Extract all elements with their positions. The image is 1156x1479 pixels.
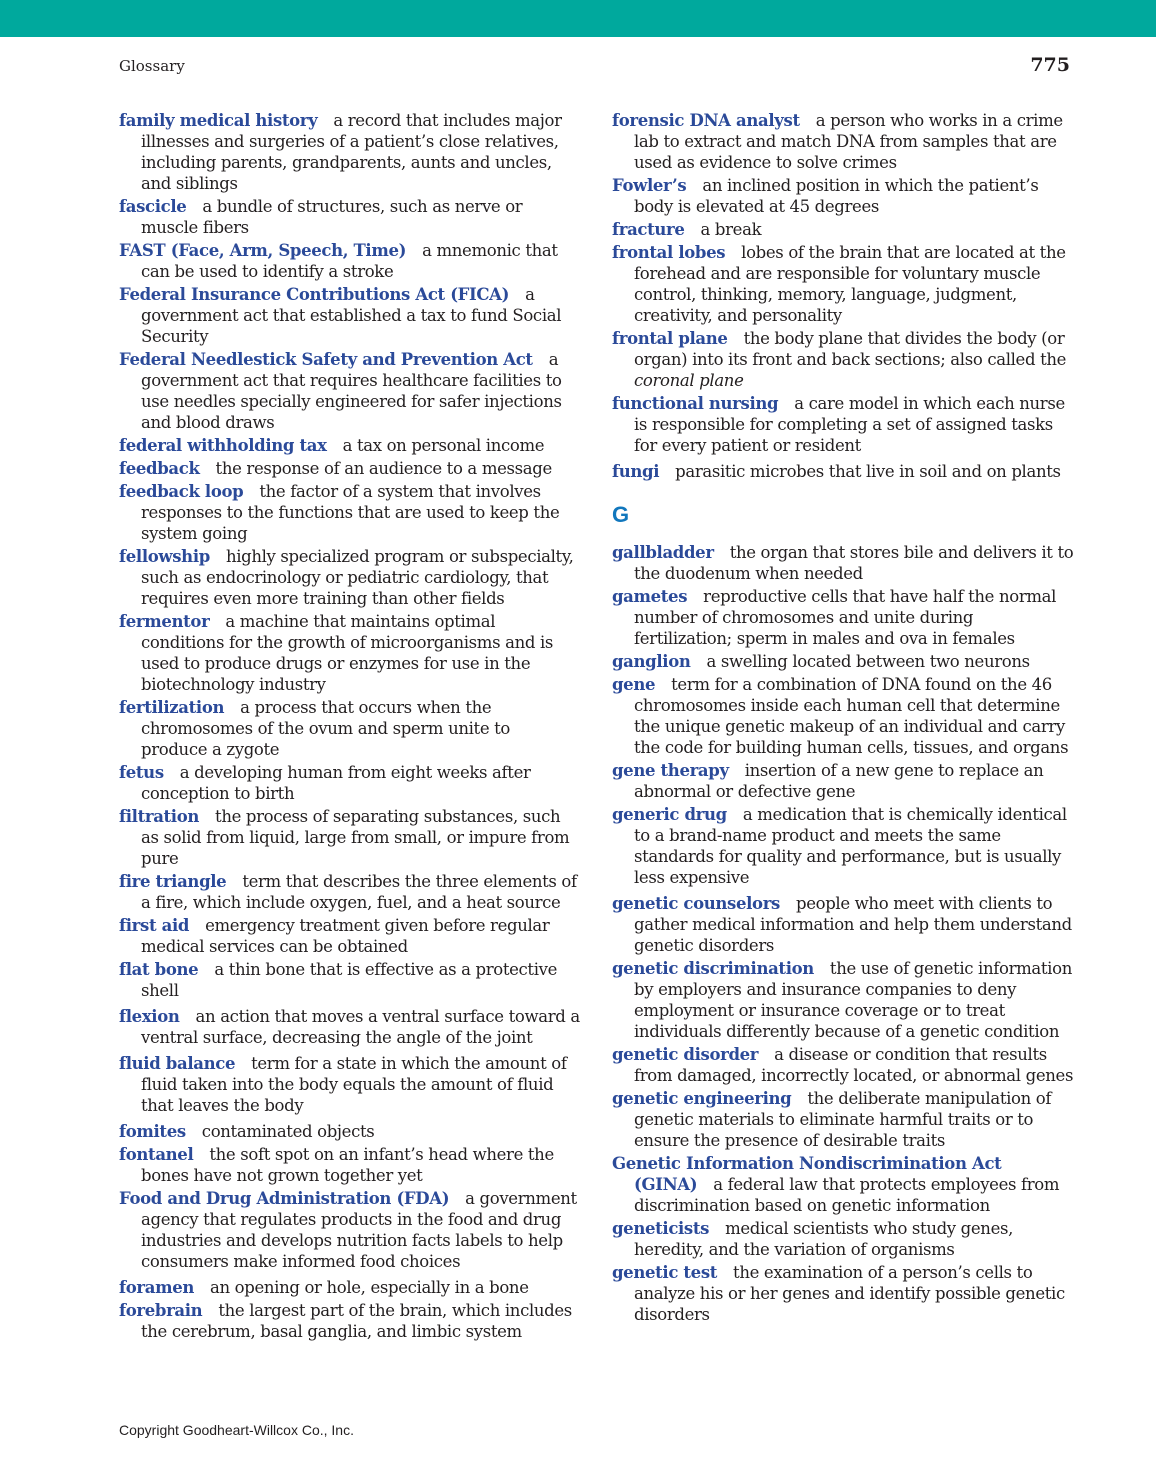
glossary-entry <box>119 546 581 609</box>
glossary-definition: a developing human from eight weeks after conception to birth <box>141 763 531 803</box>
glossary-definition: insertion of a new gene to replace an abnormal or defective gene <box>634 761 1044 801</box>
glossary-entry <box>119 196 581 238</box>
glossary-entry <box>119 915 581 957</box>
glossary-definition: a process that occurs when the chromosomes of the ovum and sperm unite to produce a zygote <box>141 698 510 759</box>
glossary-term: gametes <box>612 587 688 606</box>
glossary-entry <box>119 1188 581 1272</box>
glossary-entry <box>612 760 1074 802</box>
glossary-definition: a tax on personal income <box>342 436 545 455</box>
glossary-entry <box>612 804 1074 888</box>
glossary-definition: term that describes the three elements of a fire, which include oxygen, fuel, and a heat source <box>141 872 577 912</box>
glossary-entry <box>612 1218 1074 1260</box>
glossary-entry <box>612 542 1074 584</box>
glossary-definition: the factor of a system that involves responses to the functions that are used to keep the system going <box>141 482 560 543</box>
glossary-term: gene therapy <box>612 761 729 780</box>
glossary-term: fertilization <box>119 698 225 717</box>
glossary-definition: a bundle of structures, such as nerve or muscle fibers <box>141 197 523 237</box>
glossary-definition: people who meet with clients to gather medical information and help them understand genetic disorders <box>634 894 1072 955</box>
glossary-entry <box>119 959 581 1001</box>
glossary-term: fellowship <box>119 547 210 566</box>
glossary-definition-italic: coronal plane <box>634 371 744 390</box>
glossary-term: gene <box>612 675 656 694</box>
glossary-entry <box>612 219 1074 240</box>
glossary-term: genetic discrimination <box>612 959 814 978</box>
glossary-term: genetic engineering <box>612 1089 792 1108</box>
glossary-definition: an action that moves a ventral surface toward a ventral surface, decreasing the angle of the joint <box>141 1007 580 1047</box>
glossary-term: genetic counselors <box>612 894 780 913</box>
glossary-entry <box>612 1088 1074 1151</box>
glossary-term: genetic disorder <box>612 1045 759 1064</box>
glossary-definition: a federal law that protects employees from discrimination based on genetic information <box>634 1175 1060 1215</box>
glossary-entry <box>119 1277 581 1298</box>
glossary-term: genetic test <box>612 1263 718 1282</box>
glossary-entry <box>612 242 1074 326</box>
glossary-term: frontal plane <box>612 329 728 348</box>
glossary-term: geneticists <box>612 1219 710 1238</box>
glossary-entry <box>119 1121 581 1142</box>
glossary-term: frontal lobes <box>612 243 726 262</box>
glossary-definition: contaminated objects <box>201 1122 375 1141</box>
glossary-term: fontanel <box>119 1145 194 1164</box>
glossary-term: generic drug <box>612 805 727 824</box>
glossary-definition: a swelling located between two neurons <box>706 652 1030 671</box>
glossary-entry <box>119 349 581 433</box>
glossary-definition: parasitic microbes that live in soil and on plants <box>675 462 1061 481</box>
glossary-entry <box>119 697 581 760</box>
glossary-definition: a break <box>700 220 762 239</box>
glossary-definition: the response of an audience to a message <box>215 459 552 478</box>
glossary-section-g <box>612 542 1074 1325</box>
glossary-entry <box>119 1144 581 1186</box>
glossary-definition: a machine that maintains optimal conditions for the growth of microorganisms and is used to produce drugs or enzymes for use in the biotechnology industry <box>141 612 554 694</box>
glossary-definition: term for a combination of DNA found on the 46 chromosomes inside each human cell that determine the unique genetic makeup of an individual and carry the code for building human cells, tissues, and organs <box>634 675 1069 757</box>
glossary-definition: the use of genetic information by employers and insurance companies to deny employment or insurance coverage or to treat individuals differently because of a genetic condition <box>634 959 1072 1041</box>
glossary-term: flexion <box>119 1007 180 1026</box>
running-head: Glossary <box>119 57 185 75</box>
glossary-entry <box>119 240 581 282</box>
glossary-term: fermentor <box>119 612 210 631</box>
glossary-term: functional nursing <box>612 394 779 413</box>
section-letter-g: G <box>612 502 630 527</box>
glossary-entry <box>612 586 1074 649</box>
glossary-entry <box>612 651 1074 672</box>
glossary-definition: a mnemonic that can be used to identify a stroke <box>141 241 558 281</box>
glossary-entry <box>119 458 581 479</box>
glossary-entry <box>119 1053 581 1116</box>
glossary-column-right <box>612 110 1074 1327</box>
glossary-term: Food and Drug Administration (FDA) <box>119 1189 450 1208</box>
page-number: 775 <box>1030 54 1070 76</box>
glossary-definition: lobes of the brain that are located at the forehead and are responsible for voluntary muscle control, thinking, memory, language, judgment, creativity, and personality <box>634 243 1066 325</box>
glossary-term: Genetic Information Nondiscrimination Act (GINA) <box>612 1154 1002 1194</box>
glossary-entry <box>119 481 581 544</box>
glossary-term: Federal Needlestick Safety and Prevention Act <box>119 350 533 369</box>
glossary-term: federal withholding tax <box>119 436 327 455</box>
glossary-definition: term for a state in which the amount of fluid taken into the body equals the amount of fluid that leaves the body <box>141 1054 567 1115</box>
glossary-term: fracture <box>612 220 685 239</box>
glossary-entry <box>612 328 1074 391</box>
glossary-term: family medical history <box>119 111 318 130</box>
glossary-definition: a thin bone that is effective as a protective shell <box>141 960 558 1000</box>
glossary-definition: the body plane that divides the body (or organ) into its front and back sections; also called the <box>634 329 1067 369</box>
glossary-definition: the organ that stores bile and delivers it to the duodenum when needed <box>634 543 1074 583</box>
glossary-definition: a record that includes major illnesses and surgeries of a patient’s close relatives, including parents, grandparents, aunts and uncles, and siblings <box>141 111 562 193</box>
glossary-definition: a medication that is chemically identical to a brand-name product and meets the same standards for quality and performance, but is usually less expensive <box>634 805 1067 887</box>
glossary-term: fungi <box>612 462 660 481</box>
glossary-term: ganglion <box>612 652 691 671</box>
glossary-definition: reproductive cells that have half the normal number of chromosomes and unite during fertilization; sperm in males and ova in females <box>634 587 1057 648</box>
glossary-term: first aid <box>119 916 190 935</box>
glossary-definition: a government act that requires healthcare facilities to use needles specially engineered for safer injections and blood draws <box>141 350 562 432</box>
glossary-definition: the deliberate manipulation of genetic materials to eliminate harmful traits or to ensure the presence of desirable traits <box>634 1089 1052 1150</box>
glossary-definition: the examination of a person’s cells to analyze his or her genes and identify possible genetic disorders <box>634 1263 1065 1324</box>
glossary-column-left <box>119 110 581 1344</box>
glossary-definition: the soft spot on an infant’s head where the bones have not grown together yet <box>141 1145 554 1185</box>
glossary-term: feedback <box>119 459 200 478</box>
glossary-entry <box>612 1153 1074 1216</box>
glossary-entry <box>612 674 1074 758</box>
glossary-entry <box>119 1006 581 1048</box>
glossary-term: Fowler’s <box>612 176 687 195</box>
glossary-term: fascicle <box>119 197 187 216</box>
glossary-entry <box>119 435 581 456</box>
glossary-entry <box>612 1262 1074 1325</box>
glossary-definition: a government act that established a tax to fund Social Security <box>141 285 562 346</box>
glossary-term: feedback loop <box>119 482 244 501</box>
glossary-term: flat bone <box>119 960 199 979</box>
header-color-band <box>0 0 1156 37</box>
glossary-term: foramen <box>119 1278 194 1297</box>
glossary-definition: a care model in which each nurse is responsible for completing a set of assigned tasks for every patient or resident <box>634 394 1065 455</box>
glossary-entry <box>612 461 1074 482</box>
glossary-entry <box>119 1300 581 1342</box>
glossary-entry <box>612 393 1074 456</box>
glossary-definition: an inclined position in which the patient’s body is elevated at 45 degrees <box>634 176 1039 216</box>
glossary-entry <box>119 284 581 347</box>
glossary-term: filtration <box>119 807 200 826</box>
glossary-entry <box>612 893 1074 956</box>
glossary-definition: emergency treatment given before regular medical services can be obtained <box>141 916 550 956</box>
glossary-term: Federal Insurance Contributions Act (FICA) <box>119 285 510 304</box>
glossary-term: fluid balance <box>119 1054 236 1073</box>
glossary-entry <box>612 175 1074 217</box>
glossary-definition: the largest part of the brain, which includes the cerebrum, basal ganglia, and limbic system <box>141 1301 572 1341</box>
glossary-term: fomites <box>119 1122 186 1141</box>
glossary-definition: a government agency that regulates products in the food and drug industries and develops nutrition facts labels to help consumers make informed food choices <box>141 1189 577 1271</box>
glossary-term: forensic DNA analyst <box>612 111 800 130</box>
glossary-entry <box>612 110 1074 173</box>
glossary-entry <box>612 958 1074 1042</box>
glossary-term: gallbladder <box>612 543 714 562</box>
glossary-term: FAST (Face, Arm, Speech, Time) <box>119 241 407 260</box>
glossary-entry <box>119 611 581 695</box>
glossary-definition: the process of separating substances, such as solid from liquid, large from small, or impure from pure <box>141 807 570 868</box>
glossary-entry <box>119 871 581 913</box>
glossary-term: forebrain <box>119 1301 203 1320</box>
glossary-entry <box>119 110 581 194</box>
glossary-entry <box>119 762 581 804</box>
glossary-definition: a person who works in a crime lab to extract and match DNA from samples that are used as evidence to solve crimes <box>634 111 1063 172</box>
glossary-section-f-continued <box>612 110 1074 482</box>
glossary-term: fire triangle <box>119 872 227 891</box>
glossary-definition: highly specialized program or subspecialty, such as endocrinology or pediatric cardiology, that requires even more training than other fields <box>141 547 574 608</box>
copyright-footer: Copyright Goodheart-Willcox Co., Inc. <box>119 1422 354 1438</box>
glossary-definition: a disease or condition that results from damaged, incorrectly located, or abnormal genes <box>634 1045 1074 1085</box>
glossary-term: fetus <box>119 763 164 782</box>
glossary-entry <box>612 1044 1074 1086</box>
glossary-definition: an opening or hole, especially in a bone <box>210 1278 529 1297</box>
glossary-entry <box>119 806 581 869</box>
glossary-definition: medical scientists who study genes, heredity, and the variation of organisms <box>634 1219 1014 1259</box>
